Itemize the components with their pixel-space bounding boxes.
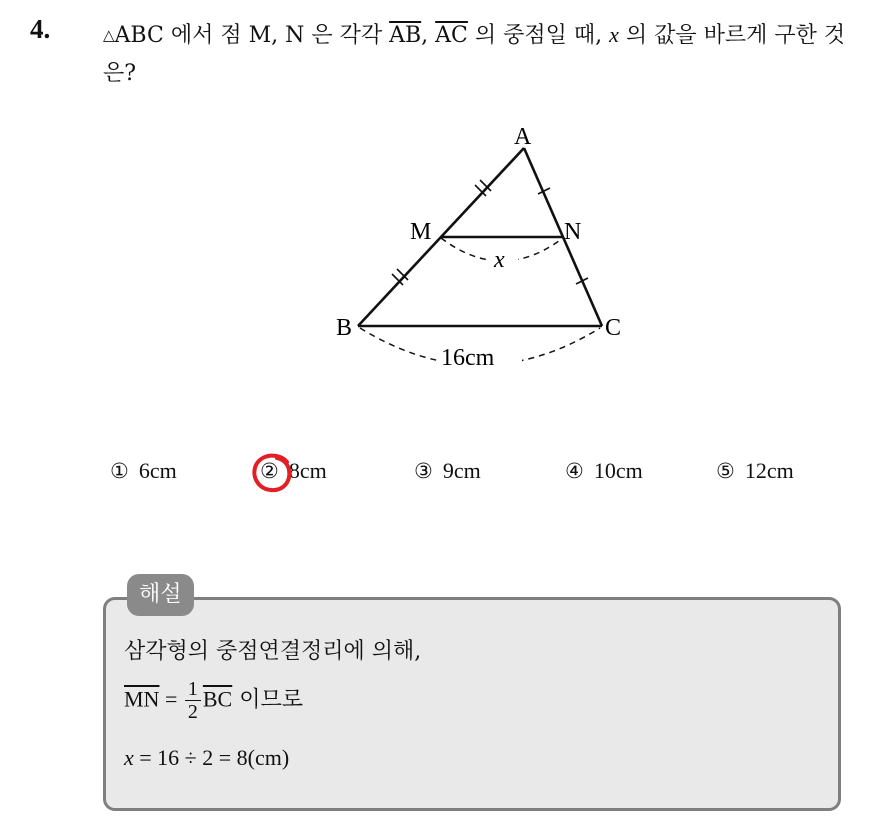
answer-choices [0, 458, 884, 498]
choice-3[interactable] [414, 458, 481, 484]
choice-number: ⑤ [716, 459, 735, 483]
choice-text: 12cm [744, 458, 794, 483]
triangle-symbol: △ [103, 26, 115, 44]
segment-ab: $\overline{AB}$ [389, 23, 422, 48]
choice-1[interactable] [110, 458, 177, 484]
variable-x: x [124, 745, 134, 770]
segment-mn-text: $\overline{MN}$ [124, 686, 160, 712]
choice-number: ④ [565, 459, 584, 483]
calculation: = 16 ÷ 2 = 8(cm) [133, 745, 290, 770]
question-fragment: 의 중점일 때, [467, 23, 610, 48]
choice-number: ① [110, 459, 129, 483]
question-text [103, 16, 873, 93]
choice-number: ③ [414, 459, 433, 483]
variable-x: x [609, 22, 619, 47]
fraction-one-half [185, 678, 201, 723]
solution-line-1: 삼각형의 중점연결정리에 의해, [124, 639, 422, 664]
equals-sign: = [159, 686, 183, 712]
choice-number: ② [260, 459, 279, 483]
vertex-c-label: C [605, 315, 622, 341]
midpoints: M, N [248, 23, 305, 48]
choice-text: 8cm [288, 458, 327, 483]
choice-text: 10cm [593, 458, 643, 483]
question-number: 4. [30, 14, 51, 44]
triangle-figure [320, 112, 640, 382]
question-fragment: 에서 점 [163, 23, 249, 48]
bc-length-label: 16cm [441, 345, 495, 371]
vertex-m-label: M [410, 219, 432, 245]
fraction-denominator: 2 [187, 701, 198, 723]
choice-4[interactable] [565, 458, 643, 484]
triangle-name: ABC [114, 23, 164, 48]
segment-bc-text: $\overline{BC}$ [202, 686, 233, 712]
vertex-b-label: B [336, 315, 353, 341]
solution-line-2 [124, 678, 303, 723]
mn-length-label: x [494, 247, 505, 273]
choice-text: 6cm [138, 458, 177, 483]
question-fragment: , [421, 23, 436, 48]
choice-2[interactable] [260, 458, 327, 484]
vertex-a-label: A [514, 124, 532, 150]
solution-tag: 해설 [127, 574, 194, 616]
solution-fragment: 이므로 [232, 687, 303, 713]
solution-line-3 [124, 745, 289, 771]
fraction-numerator: 1 [185, 678, 201, 701]
segment-ac: $\overline{AC}$ [435, 23, 468, 48]
question-fragment: 은 각각 [304, 23, 390, 48]
choice-text: 9cm [442, 458, 481, 483]
question-fragment: 의 값을 바르게 구한 것은? [103, 23, 846, 86]
choice-5[interactable] [716, 458, 794, 484]
vertex-n-label: N [564, 219, 582, 245]
